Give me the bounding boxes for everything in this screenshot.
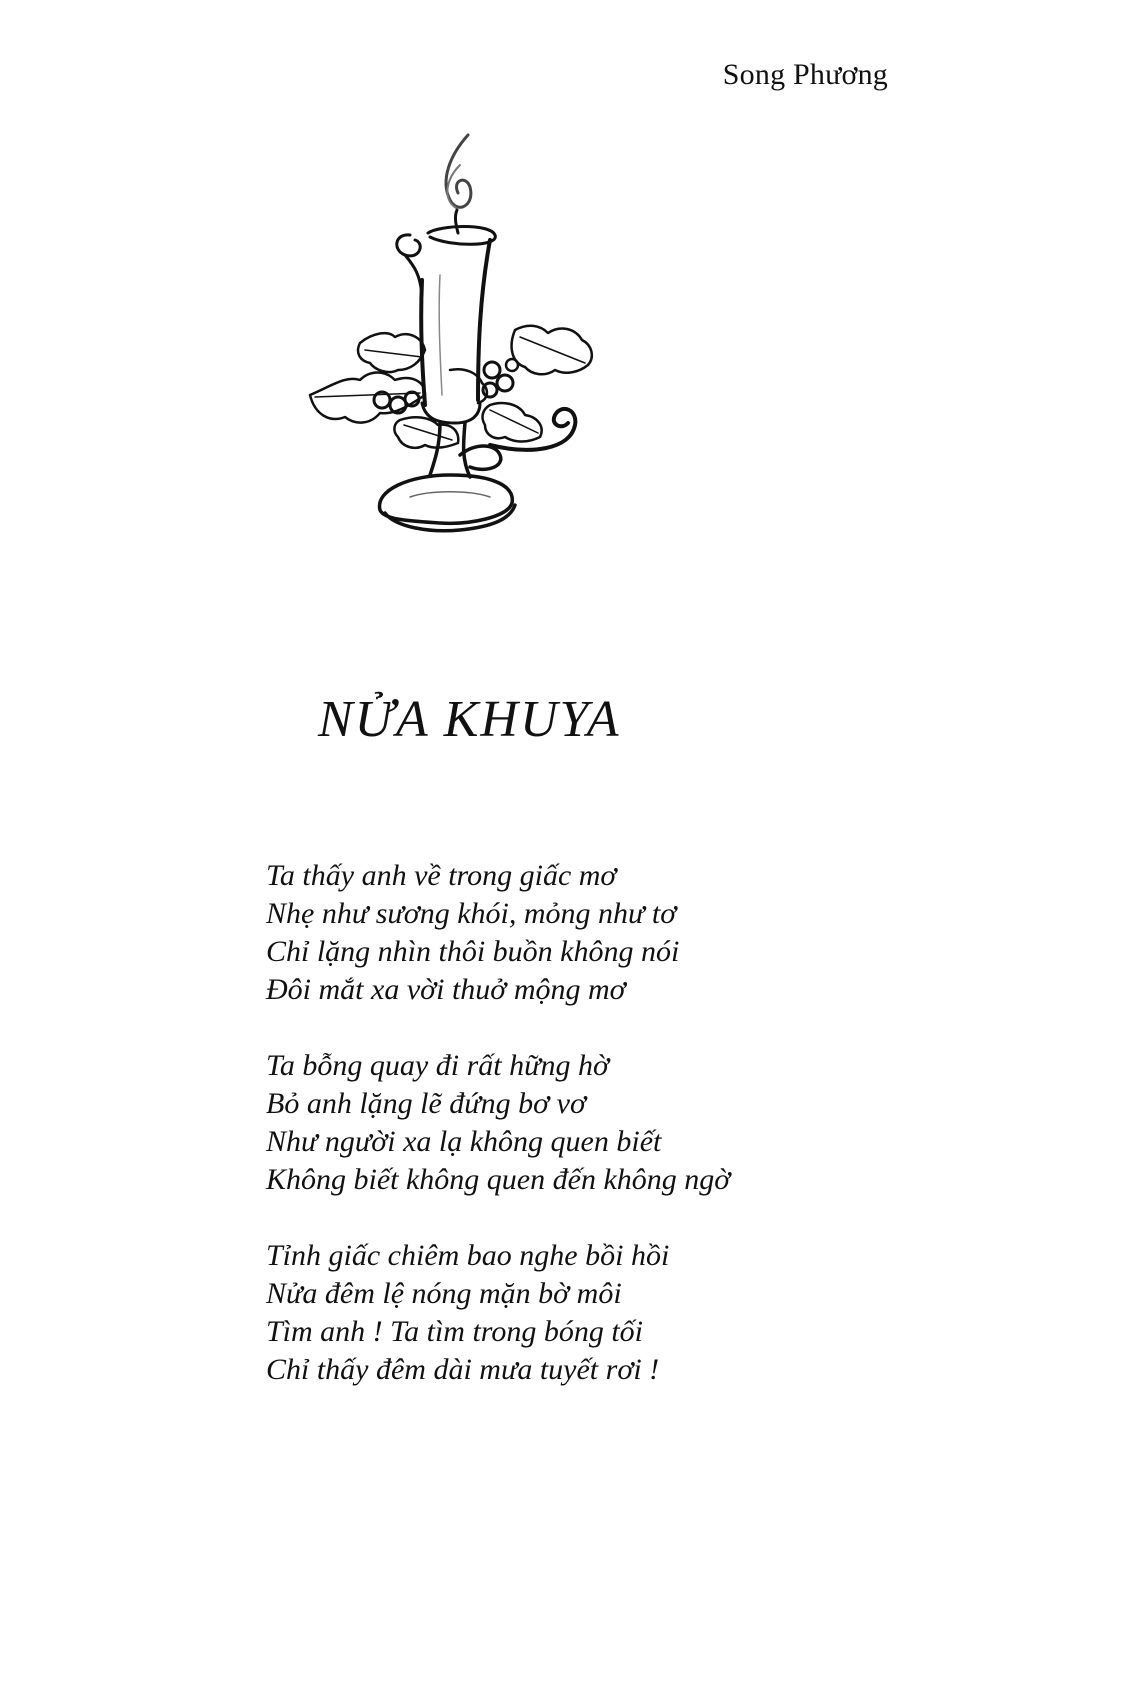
stanza-3 <box>266 1237 906 1389</box>
stanza-1 <box>266 857 906 1009</box>
candle-holly-icon <box>300 125 660 580</box>
poem-line: Không biết không quen đến không ngờ <box>266 1163 731 1196</box>
poem-line: Nửa đêm lệ nóng mặn bờ môi <box>266 1277 622 1310</box>
poem-line: Đôi mắt xa vời thuở mộng mơ <box>266 973 626 1006</box>
poem-line: Ta thấy anh về trong giấc mơ <box>266 859 617 892</box>
poem-line: Tỉnh giấc chiêm bao nghe bồi hồi <box>266 1239 670 1272</box>
author-name: Song Phương <box>722 58 888 91</box>
poem-line: Ta bỗng quay đi rất hững hờ <box>266 1049 609 1082</box>
poem-line: Như người xa lạ không quen biết <box>266 1125 662 1158</box>
poem-line: Chỉ thấy đêm dài mưa tuyết rơi ! <box>266 1353 660 1386</box>
poem-line: Nhẹ như sương khói, mỏng như tơ <box>266 897 677 930</box>
poem-body <box>266 857 906 1427</box>
stanza-2 <box>266 1047 906 1199</box>
poem-line: Tìm anh ! Ta tìm trong bóng tối <box>266 1315 644 1348</box>
poem-line: Chỉ lặng nhìn thôi buồn không nói <box>266 935 680 968</box>
poem-line: Bỏ anh lặng lẽ đứng bơ vơ <box>266 1087 587 1120</box>
poem-title: NỬA KHUYA <box>318 691 621 748</box>
